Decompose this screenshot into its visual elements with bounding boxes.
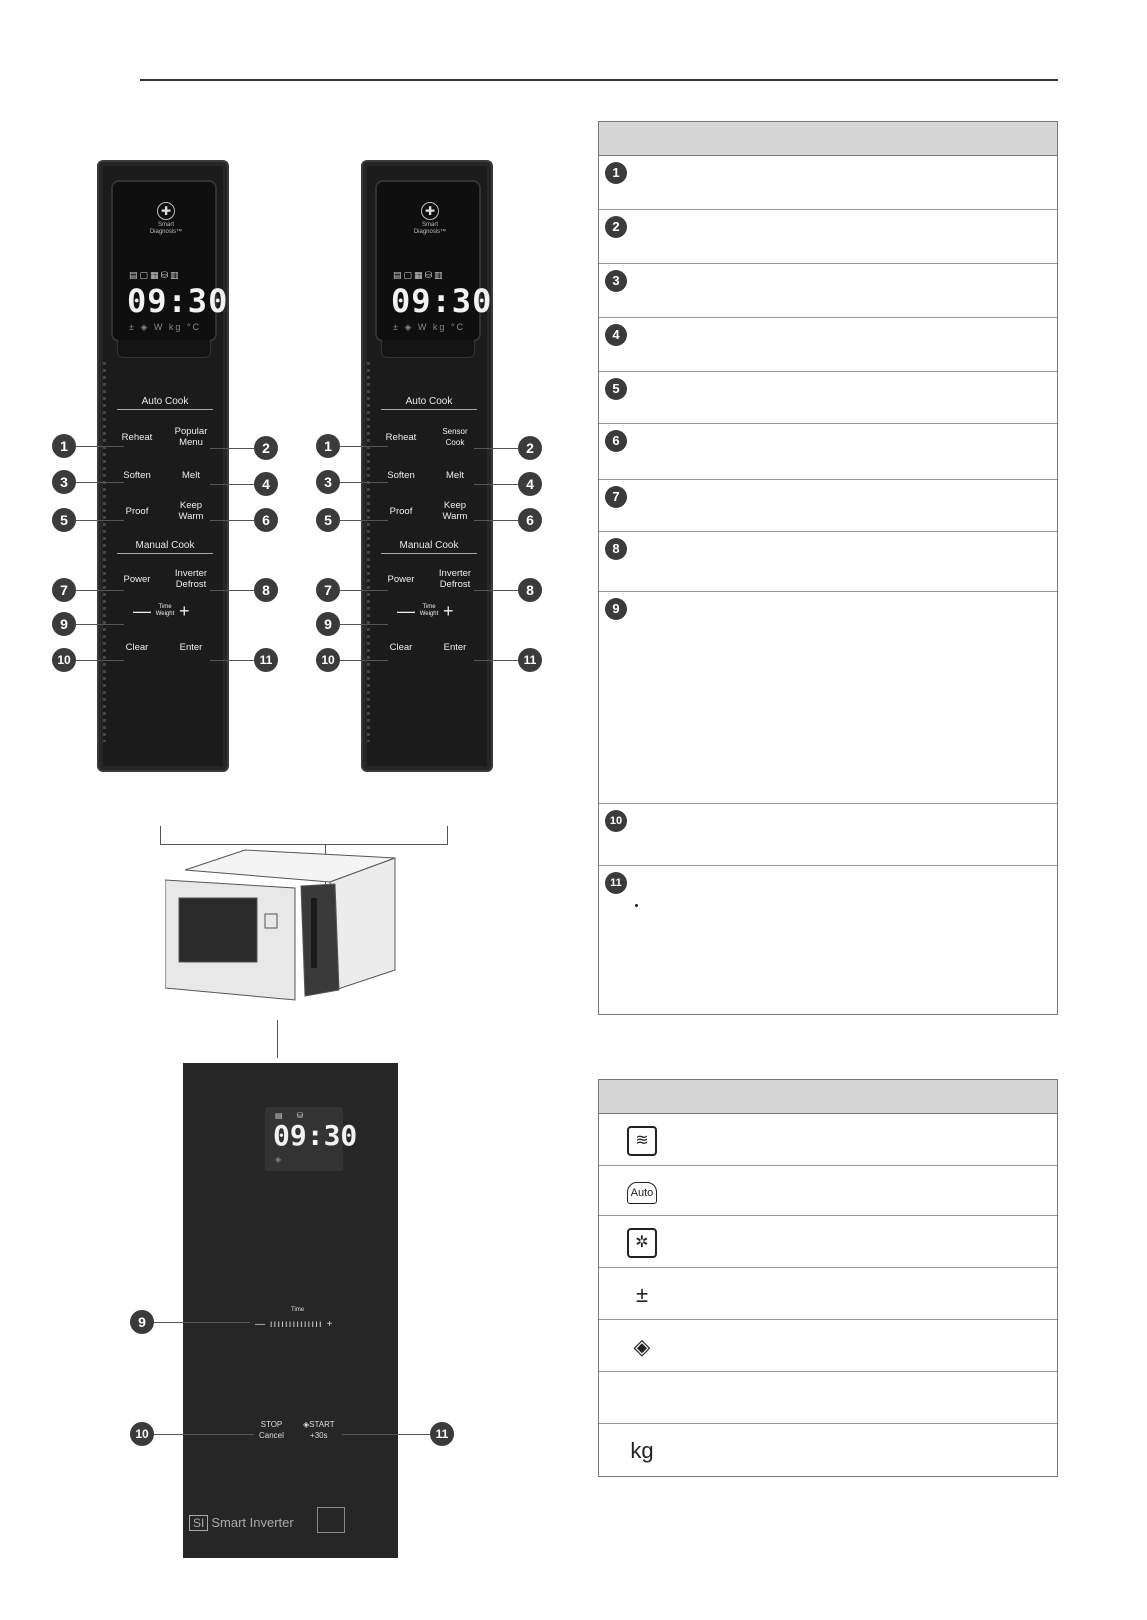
callout-leader bbox=[76, 446, 124, 447]
smart-diagnosis-badge: ✚ Smart Diagnosis™ bbox=[149, 204, 183, 235]
mode-icons: ▤▢▦⛁▥ bbox=[129, 270, 181, 280]
callout-leader bbox=[474, 484, 518, 485]
popular-menu-button[interactable]: Popular Menu bbox=[174, 426, 208, 448]
front-display-window bbox=[265, 1107, 358, 1171]
button-description-table bbox=[598, 121, 1058, 1015]
table-row: 6 bbox=[599, 424, 1057, 480]
time-slider[interactable]: — ıııııııııııııı + bbox=[255, 1319, 334, 1330]
callout-9: 9 bbox=[130, 1310, 154, 1334]
callout-leader bbox=[342, 1434, 430, 1435]
callout-leader bbox=[340, 590, 388, 591]
table-row: 10 bbox=[599, 804, 1057, 866]
front-control-panel bbox=[183, 1063, 398, 1558]
callout-9: 9 bbox=[316, 612, 340, 636]
callout-leader bbox=[340, 446, 388, 447]
inverter-defrost-button[interactable]: Inverter Defrost bbox=[438, 568, 472, 590]
table-row bbox=[599, 1320, 1057, 1372]
plus-minus-icon: ± bbox=[635, 1282, 649, 1307]
table-header bbox=[599, 1080, 1057, 1114]
callout-leader bbox=[210, 448, 254, 449]
microwave-drawing bbox=[165, 840, 400, 1020]
callout-leader bbox=[76, 590, 124, 591]
reheat-button[interactable]: Reheat bbox=[385, 432, 417, 443]
callout-leader bbox=[210, 484, 254, 485]
callout-9: 9 bbox=[52, 612, 76, 636]
sensor-cook-button[interactable]: Sensor Cook bbox=[442, 427, 468, 447]
table-header bbox=[599, 122, 1057, 156]
keep-warm-button[interactable]: Keep Warm bbox=[178, 500, 204, 522]
proof-button[interactable]: Proof bbox=[389, 506, 413, 517]
start-button[interactable]: ◈START +30s bbox=[303, 1420, 335, 1440]
callout-8: 8 bbox=[518, 578, 542, 602]
callout-leader bbox=[76, 482, 124, 483]
time-label: Time bbox=[291, 1307, 305, 1313]
callout-6: 6 bbox=[254, 508, 278, 532]
microwave-icon: ≋ bbox=[627, 1126, 657, 1156]
auto-cook-title: Auto Cook bbox=[117, 396, 213, 410]
callout-11: 11 bbox=[254, 648, 278, 672]
callout-3: 3 bbox=[316, 470, 340, 494]
clear-button[interactable]: Clear bbox=[125, 642, 149, 653]
callout-leader bbox=[154, 1322, 250, 1323]
auto-icon: Auto bbox=[627, 1182, 657, 1204]
callout-leader bbox=[474, 520, 518, 521]
front-clock-readout: 09:30 bbox=[273, 1119, 358, 1152]
smart-diagnosis-icon: ✚ bbox=[157, 202, 175, 220]
enter-button[interactable]: Enter bbox=[179, 642, 203, 653]
callout-1: 1 bbox=[52, 434, 76, 458]
callout-2: 2 bbox=[254, 436, 278, 460]
table-row: 1 bbox=[599, 156, 1057, 210]
table-row: 7 bbox=[599, 480, 1057, 532]
callout-4: 4 bbox=[254, 472, 278, 496]
smart-diagnosis-badge: ✚ Smart Diagnosis™ bbox=[413, 204, 447, 235]
callout-leader bbox=[340, 520, 388, 521]
display-symbol-table bbox=[598, 1079, 1058, 1477]
callout-leader bbox=[76, 624, 124, 625]
table-row: 11 bbox=[599, 866, 1057, 1014]
minus-button[interactable]: — bbox=[133, 601, 151, 621]
callout-leader bbox=[154, 1434, 254, 1435]
callout-leader bbox=[474, 590, 518, 591]
panel-edge-dots bbox=[367, 362, 370, 742]
callout-leader bbox=[474, 448, 518, 449]
melt-button[interactable]: Melt bbox=[446, 470, 464, 481]
time-weight-label: Time Weight bbox=[419, 604, 439, 617]
table-row bbox=[599, 1166, 1057, 1216]
callout-8: 8 bbox=[254, 578, 278, 602]
clock-readout: 09:30 bbox=[391, 282, 493, 320]
callout-6: 6 bbox=[518, 508, 542, 532]
minus-button[interactable]: — bbox=[397, 601, 415, 621]
cert-badge-icon bbox=[317, 1507, 345, 1533]
clear-button[interactable]: Clear bbox=[389, 642, 413, 653]
power-button[interactable]: Power bbox=[387, 574, 415, 585]
display-chin bbox=[117, 340, 211, 358]
callout-1: 1 bbox=[316, 434, 340, 458]
callout-11: 11 bbox=[518, 648, 542, 672]
smart-inverter-logo: SI Smart Inverter bbox=[189, 1515, 294, 1531]
table-row: 5 bbox=[599, 372, 1057, 424]
panel-edge-dots bbox=[103, 362, 106, 742]
table-row: 9 bbox=[599, 592, 1057, 804]
callout-leader bbox=[474, 660, 518, 661]
arrow-right bbox=[447, 826, 448, 844]
clock-readout: 09:30 bbox=[127, 282, 229, 320]
callout-leader bbox=[210, 660, 254, 661]
table-row: 2 bbox=[599, 210, 1057, 264]
display-window bbox=[111, 180, 229, 342]
start-icon: ◈ bbox=[633, 1334, 651, 1359]
table-row bbox=[599, 1114, 1057, 1166]
front-start-indicator: ◈ bbox=[275, 1155, 282, 1164]
callout-leader bbox=[340, 482, 388, 483]
callout-3: 3 bbox=[52, 470, 76, 494]
mode-icons: ▤▢▦⛁▥ bbox=[393, 270, 445, 280]
table-row: 8 bbox=[599, 532, 1057, 592]
front-mode-icons: ▤⛁ bbox=[275, 1111, 318, 1120]
unit-indicators: ± ◈ W kg °C bbox=[129, 322, 201, 332]
microwave-illustration bbox=[165, 840, 400, 1020]
keep-warm-button[interactable]: Keep Warm bbox=[442, 500, 468, 522]
display-window bbox=[375, 180, 493, 342]
callout-10: 10 bbox=[316, 648, 340, 672]
callout-7: 7 bbox=[316, 578, 340, 602]
enter-button[interactable]: Enter bbox=[443, 642, 467, 653]
soften-button[interactable]: Soften bbox=[387, 470, 415, 481]
callout-11: 11 bbox=[430, 1422, 454, 1446]
soften-button[interactable]: Soften bbox=[123, 470, 151, 481]
callout-10: 10 bbox=[130, 1422, 154, 1446]
power-button[interactable]: Power bbox=[123, 574, 151, 585]
callout-5: 5 bbox=[316, 508, 340, 532]
auto-cook-title: Auto Cook bbox=[381, 396, 477, 410]
callout-leader bbox=[210, 590, 254, 591]
stop-cancel-button[interactable]: STOP Cancel bbox=[259, 1420, 284, 1440]
kg-icon: kg bbox=[630, 1438, 654, 1463]
table-row bbox=[599, 1424, 1057, 1476]
manual-cook-title: Manual Cook bbox=[117, 540, 213, 554]
control-panel-right bbox=[361, 160, 493, 772]
callout-leader bbox=[340, 624, 388, 625]
header-rule bbox=[140, 79, 1058, 81]
melt-button[interactable]: Melt bbox=[182, 470, 200, 481]
unit-indicators: ± ◈ W kg °C bbox=[393, 322, 465, 332]
callout-leader bbox=[76, 520, 124, 521]
inverter-defrost-button[interactable]: Inverter Defrost bbox=[174, 568, 208, 590]
callout-leader bbox=[210, 520, 254, 521]
table-row bbox=[599, 1372, 1057, 1424]
callout-4: 4 bbox=[518, 472, 542, 496]
plus-button[interactable]: + bbox=[179, 601, 190, 621]
arrow-left bbox=[160, 826, 161, 844]
callout-leader bbox=[76, 660, 124, 661]
proof-button[interactable]: Proof bbox=[125, 506, 149, 517]
reheat-button[interactable]: Reheat bbox=[121, 432, 153, 443]
time-weight-label: Time Weight bbox=[155, 604, 175, 617]
smart-diagnosis-icon: ✚ bbox=[421, 202, 439, 220]
table-row: 4 bbox=[599, 318, 1057, 372]
callout-10: 10 bbox=[52, 648, 76, 672]
control-panel-left bbox=[97, 160, 229, 772]
manual-cook-title: Manual Cook bbox=[381, 540, 477, 554]
callout-7: 7 bbox=[52, 578, 76, 602]
table-row bbox=[599, 1268, 1057, 1320]
bullet-dot bbox=[635, 904, 638, 907]
display-chin bbox=[381, 340, 475, 358]
callout-leader bbox=[340, 660, 388, 661]
defrost-icon: ✲ bbox=[627, 1228, 657, 1258]
table-row bbox=[599, 1216, 1057, 1268]
callout-5: 5 bbox=[52, 508, 76, 532]
table-row: 3 bbox=[599, 264, 1057, 318]
arrow-down bbox=[277, 1020, 278, 1058]
plus-button[interactable]: + bbox=[443, 601, 454, 621]
callout-2: 2 bbox=[518, 436, 542, 460]
